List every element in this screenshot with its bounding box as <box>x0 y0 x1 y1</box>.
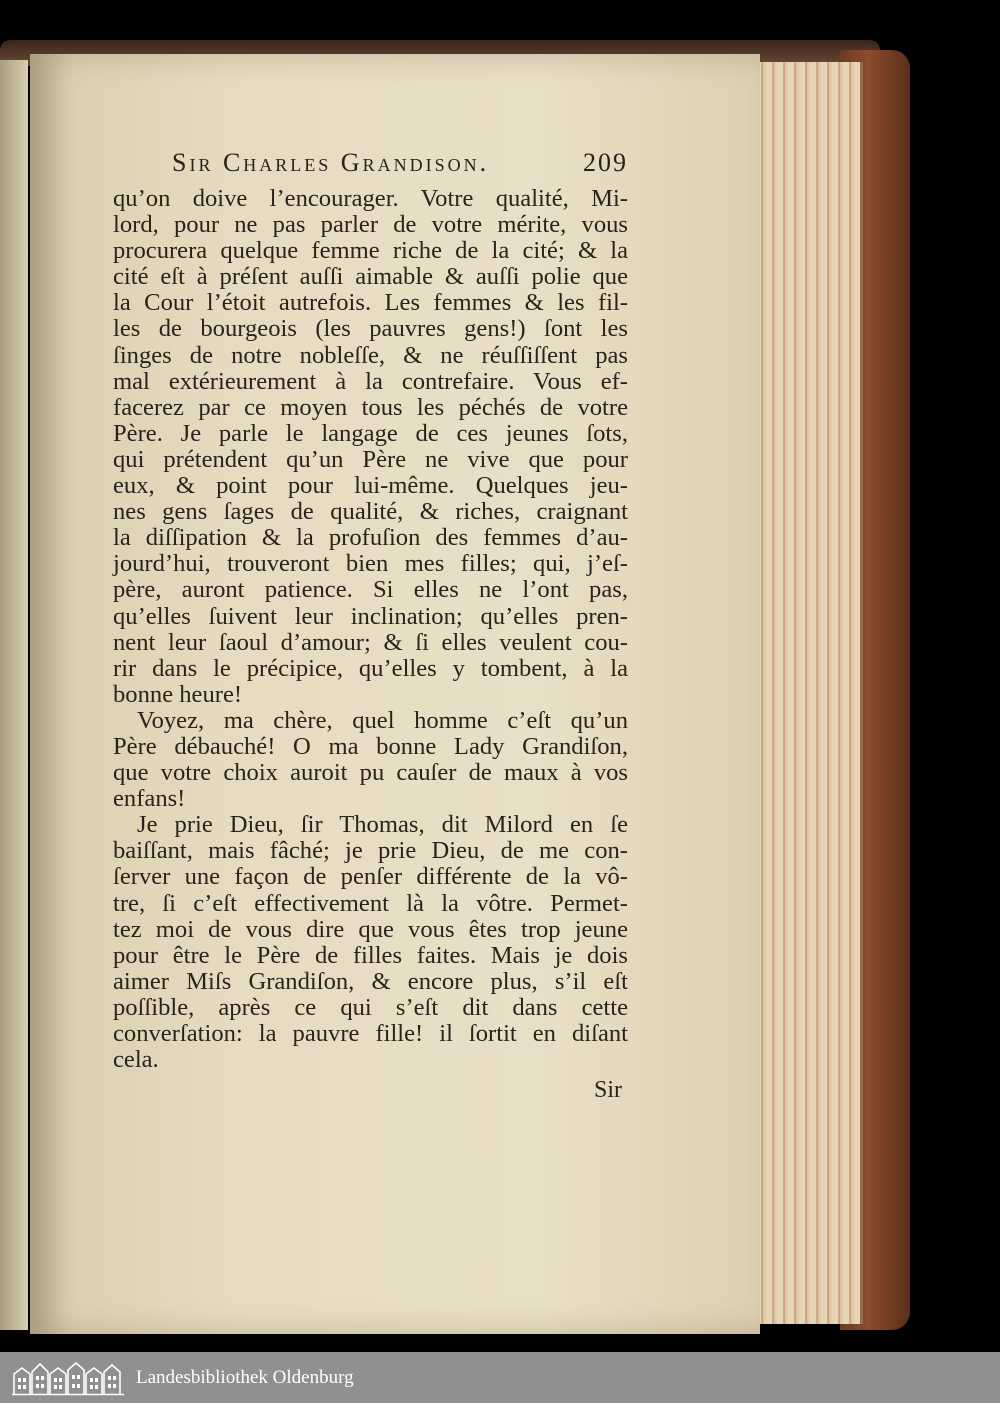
text-line: les de bourgeois (les pauvres gens!) ſont les <box>113 315 628 343</box>
running-head <box>172 148 628 178</box>
text-line: père, auront patience. Si elles ne l’ont pas, <box>113 576 628 604</box>
text-line: la Cour l’étoit autrefois. Les femmes & les fil- <box>113 289 628 317</box>
text-line: cela. <box>113 1046 159 1074</box>
institution-name: Landesbibliothek Oldenburg <box>136 1366 354 1388</box>
text-line: cité eſt à préſent auſſi aimable & auſſi polie que <box>113 263 628 291</box>
text-line: bonne heure! <box>113 680 243 708</box>
text-line: nent leur ſaoul d’amour; & ſi elles veulent cou- <box>113 628 628 656</box>
text-line: qui prétendent qu’un Père ne vive que pour <box>113 445 628 473</box>
text-line: que votre choix auroit pu cauſer de maux à vos <box>113 759 628 787</box>
text-line: facerez par ce moyen tous les péchés de votre <box>113 393 628 421</box>
text-line: eux, & point pour lui-même. Quelques jeu- <box>113 472 628 500</box>
text-line: mal extérieurement à la contrefaire. Vous ef- <box>113 367 628 395</box>
library-building-icon <box>12 1360 124 1396</box>
text-line: rir dans le précipice, qu’elles y tombent, à la <box>113 654 628 682</box>
page-edges <box>745 62 863 1324</box>
text-line: poſſible, après ce qui s’eſt dit dans cette <box>113 993 628 1021</box>
text-line: pour être le Père de filles faites. Mais je dois <box>113 941 628 969</box>
text-line: lord, pour ne pas parler de votre mérite, vous <box>113 211 628 239</box>
text-line: enfans! <box>113 785 186 813</box>
text-line: la diſſipation & la profuſion des femmes d’au- <box>113 524 628 552</box>
running-head-title: Sir Charles Grandison. <box>172 148 490 177</box>
text-line: ſinges de notre nobleſſe, & ne réuſſiſſent pas <box>113 341 628 369</box>
text-line: Voyez, ma chère, quel homme c’eſt qu’un <box>137 706 628 734</box>
text-line: ſerver une façon de penſer différente de la vô- <box>113 863 628 891</box>
left-page-edge <box>0 60 28 1330</box>
text-line: Père. Je parle le langage de ces jeunes ſots, <box>113 419 628 447</box>
text-line: Je prie Dieu, ſir Thomas, dit Milord en ſe <box>137 811 628 839</box>
text-line: converſation: la pauvre fille! il ſortit en diſant <box>113 1020 628 1047</box>
text-line: baiſſant, mais fâché; je prie Dieu, de me con- <box>113 837 628 865</box>
text-line: nes gens ſages de qualité, & riches, craignant <box>113 498 628 526</box>
page-number: 209 <box>583 148 628 177</box>
text-line: qu’on doive l’encourager. Votre qualité, Mi- <box>113 185 628 212</box>
text-block <box>113 186 628 1073</box>
text-line: procurera quelque femme riche de la cité; & la <box>113 237 628 265</box>
catchword: Sir <box>594 1077 623 1103</box>
text-line: tez moi de vous dire que vous êtes trop jeune <box>113 915 628 943</box>
text-line: aimer Miſs Grandiſon, & encore plus, s’il eſt <box>113 967 628 995</box>
text-line: tre, ſi c’eſt effectivement là la vôtre. Permet- <box>113 889 628 917</box>
footer-bar <box>0 1352 1000 1403</box>
text-line: Père débauché! O ma bonne Lady Grandiſon, <box>113 732 628 760</box>
text-line: qu’elles ſuivent leur inclination; qu’elles pren- <box>113 602 628 630</box>
text-line: jourd’hui, trouveront bien mes filles; qui, j’eſ- <box>113 550 628 578</box>
